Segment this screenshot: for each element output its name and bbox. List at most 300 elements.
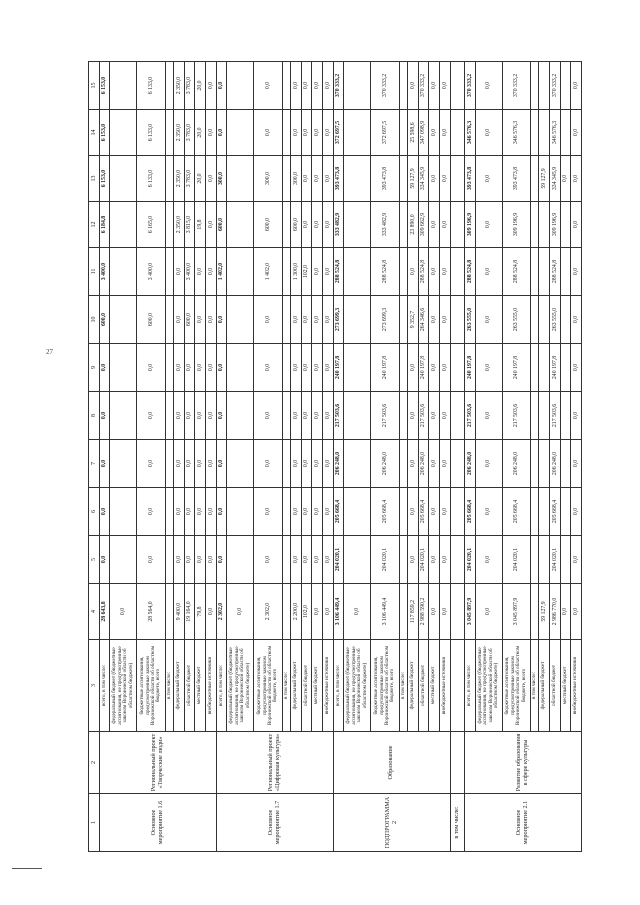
value-cell: 0,0 xyxy=(560,156,571,202)
value-cell: 393 473,8 xyxy=(333,156,344,202)
value-cell: 0,0 xyxy=(206,296,217,344)
funding-source-cell: федеральный бюджет (бюджетные ассигнования, не предусмотренные законом Воронежской области об областном бюджете) xyxy=(110,640,137,732)
value-cell: 0,0 xyxy=(312,62,323,110)
table-body xyxy=(89,62,582,852)
value-cell xyxy=(450,202,464,248)
header-cell: 15 xyxy=(89,62,100,110)
header-cell: 12 xyxy=(89,202,100,248)
value-cell xyxy=(539,488,550,536)
value-cell xyxy=(399,392,407,440)
value-cell xyxy=(530,344,538,392)
value-cell: 0,0 xyxy=(254,62,282,110)
value-cell: 59 127,9 xyxy=(408,156,419,202)
value-cell: 205 668,4 xyxy=(418,488,429,536)
value-cell: 204 020,1 xyxy=(549,536,560,584)
value-cell xyxy=(165,488,173,536)
table-row xyxy=(216,62,227,852)
value-cell: 205 668,4 xyxy=(549,488,560,536)
funding-source-cell: внебюджетные источники xyxy=(440,640,451,732)
value-cell: 0,0 xyxy=(323,156,334,202)
value-cell: 217 503,6 xyxy=(371,392,399,440)
value-cell: 0,0 xyxy=(323,296,334,344)
value-cell xyxy=(110,248,137,296)
value-cell xyxy=(560,344,571,392)
value-cell: 19 164,0 xyxy=(184,584,195,640)
value-cell: 2 350,0 xyxy=(174,110,185,156)
value-cell: 0,0 xyxy=(184,488,195,536)
value-cell xyxy=(344,344,371,392)
value-cell xyxy=(450,156,464,202)
value-cell xyxy=(344,110,371,156)
value-cell xyxy=(399,110,407,156)
header-cell: 9 xyxy=(89,344,100,392)
funding-source-cell: федеральный бюджет xyxy=(539,640,550,732)
table-row xyxy=(464,62,475,852)
value-cell xyxy=(560,392,571,440)
value-cell: 0,0 xyxy=(174,344,185,392)
value-cell xyxy=(165,296,173,344)
value-cell: 240 197,8 xyxy=(371,344,399,392)
footnote-rule xyxy=(12,868,42,869)
value-cell xyxy=(560,62,571,110)
funding-source-cell: в том числе: xyxy=(530,640,538,732)
value-cell: 393 473,8 xyxy=(502,156,530,202)
value-cell: 0,0 xyxy=(312,584,323,640)
value-cell: 309 196,9 xyxy=(464,202,475,248)
value-cell: 2 988 590,2 xyxy=(418,584,429,640)
value-cell xyxy=(399,584,407,640)
value-cell xyxy=(344,440,371,488)
value-cell xyxy=(560,296,571,344)
value-cell: 370 333,2 xyxy=(333,62,344,110)
value-cell: 9 400,0 xyxy=(174,584,185,640)
value-cell: 0,0 xyxy=(291,296,302,344)
value-cell xyxy=(227,536,254,584)
value-cell: 0,0 xyxy=(174,296,185,344)
value-cell: 0,0 xyxy=(301,110,312,156)
value-cell: 264 346,6 xyxy=(418,296,429,344)
value-cell xyxy=(110,488,137,536)
value-cell: 6 165,0 xyxy=(137,202,165,248)
item-title-cell: Региональный проект «Цифровая культура» xyxy=(216,732,333,794)
value-cell: 0,0 xyxy=(291,392,302,440)
value-cell: 0,0 xyxy=(475,392,502,440)
value-cell: 393 473,8 xyxy=(464,156,475,202)
funding-source-cell: областной бюджет xyxy=(184,640,195,732)
value-cell xyxy=(450,62,464,110)
value-cell: 0,0 xyxy=(216,296,227,344)
value-cell xyxy=(165,536,173,584)
value-cell xyxy=(539,248,550,296)
value-cell: 6 153,0 xyxy=(99,156,110,202)
header-cell: 6 xyxy=(89,488,100,536)
value-cell: 0,0 xyxy=(408,392,419,440)
value-cell xyxy=(344,536,371,584)
value-cell xyxy=(450,248,464,296)
value-cell: 3 106 449,4 xyxy=(333,584,344,640)
value-cell: 0,0 xyxy=(440,62,451,110)
value-cell: 0,0 xyxy=(323,248,334,296)
value-cell: 0,0 xyxy=(571,392,582,440)
value-cell xyxy=(560,488,571,536)
value-cell: 600,0 xyxy=(291,202,302,248)
value-cell: 0,0 xyxy=(571,296,582,344)
value-cell: 0,0 xyxy=(323,488,334,536)
value-cell xyxy=(450,110,464,156)
item-number-cell: ПОДПРОГРАММА 2 xyxy=(333,794,450,852)
value-cell xyxy=(530,584,538,640)
value-cell: 0,0 xyxy=(301,440,312,488)
value-cell: 0,0 xyxy=(440,248,451,296)
funding-source-cell: федеральный бюджет (бюджетные ассигнования, не предусмотренные законом Воронежской области об областном бюджете) xyxy=(475,640,502,732)
value-cell xyxy=(282,62,290,110)
table-row xyxy=(99,62,110,852)
value-cell: 0,0 xyxy=(195,440,206,488)
value-cell: 25 598,6 xyxy=(408,110,419,156)
value-cell xyxy=(399,62,407,110)
header-cell: 14 xyxy=(89,110,100,156)
value-cell: 334 345,9 xyxy=(549,156,560,202)
value-cell: 0,0 xyxy=(312,536,323,584)
value-cell: 0,0 xyxy=(301,488,312,536)
value-cell: 0,0 xyxy=(206,440,217,488)
value-cell xyxy=(539,392,550,440)
value-cell xyxy=(165,392,173,440)
value-cell: 0,0 xyxy=(440,110,451,156)
value-cell xyxy=(530,156,538,202)
funding-source-cell: внебюджетные источники xyxy=(571,640,582,732)
value-cell: 3 106 449,4 xyxy=(371,584,399,640)
funding-source-cell: областной бюджет xyxy=(301,640,312,732)
funding-source-cell: бюджетные ассигнования, предусмотренные законом Воронежской области об областном бюджете, всего xyxy=(502,640,530,732)
value-cell xyxy=(165,440,173,488)
value-cell: 0,0 xyxy=(571,440,582,488)
value-cell xyxy=(539,536,550,584)
value-cell xyxy=(450,392,464,440)
value-cell: 0,0 xyxy=(291,440,302,488)
value-cell: 0,0 xyxy=(195,296,206,344)
value-cell xyxy=(110,202,137,248)
value-cell: 204 020,1 xyxy=(371,536,399,584)
value-cell: 0,0 xyxy=(137,488,165,536)
value-cell: 0,0 xyxy=(571,156,582,202)
funding-source-cell: в том числе: xyxy=(399,640,407,732)
value-cell: 0,0 xyxy=(440,488,451,536)
value-cell: 204 020,1 xyxy=(464,536,475,584)
value-cell xyxy=(282,536,290,584)
value-cell: 0,0 xyxy=(571,110,582,156)
table-row xyxy=(333,62,344,852)
value-cell: 0,0 xyxy=(475,202,502,248)
value-cell: 0,0 xyxy=(408,248,419,296)
funding-source-cell: областной бюджет xyxy=(418,640,429,732)
value-cell: 0,0 xyxy=(408,488,419,536)
value-cell: 117 859,2 xyxy=(408,584,419,640)
value-cell: 2 986 770,0 xyxy=(549,584,560,640)
table-row xyxy=(450,62,464,852)
value-cell: 0,0 xyxy=(216,392,227,440)
value-cell: 0,0 xyxy=(312,344,323,392)
value-cell: 0,0 xyxy=(254,536,282,584)
value-cell: 2 200,0 xyxy=(291,584,302,640)
value-cell: 1 402,0 xyxy=(216,248,227,296)
value-cell: 0,0 xyxy=(206,202,217,248)
value-cell: 0,0 xyxy=(184,536,195,584)
value-cell xyxy=(399,536,407,584)
value-cell: 0,0 xyxy=(429,110,440,156)
value-cell: 309 196,9 xyxy=(502,202,530,248)
value-cell: 0,0 xyxy=(344,584,371,640)
value-cell xyxy=(165,344,173,392)
value-cell: 102,0 xyxy=(301,248,312,296)
value-cell: 0,0 xyxy=(254,440,282,488)
value-cell: 0,0 xyxy=(254,110,282,156)
value-cell: 0,0 xyxy=(475,440,502,488)
value-cell: 20,0 xyxy=(195,110,206,156)
funding-source-cell: местный бюджет xyxy=(195,640,206,732)
value-cell: 0,0 xyxy=(475,296,502,344)
funding-source-cell: федеральный бюджет (бюджетные ассигнования, не предусмотренные законом Воронежской области об областном бюджете) xyxy=(344,640,371,732)
value-cell: 300,0 xyxy=(291,156,302,202)
value-cell: 370 333,2 xyxy=(464,62,475,110)
table-container xyxy=(88,62,582,852)
value-cell: 205 668,4 xyxy=(371,488,399,536)
value-cell: 6 153,0 xyxy=(99,62,110,110)
value-cell xyxy=(539,202,550,248)
value-cell xyxy=(282,392,290,440)
value-cell: 59 127,9 xyxy=(539,584,550,640)
value-cell: 600,0 xyxy=(137,296,165,344)
value-cell: 0,0 xyxy=(110,584,137,640)
value-cell: 0,0 xyxy=(440,296,451,344)
funding-source-cell: внебюджетные источники xyxy=(206,640,217,732)
value-cell: 0,0 xyxy=(99,536,110,584)
value-cell: 240 197,8 xyxy=(549,344,560,392)
value-cell: 0,0 xyxy=(323,202,334,248)
value-cell xyxy=(282,248,290,296)
value-cell: 0,0 xyxy=(429,248,440,296)
value-cell: 0,0 xyxy=(571,202,582,248)
value-cell xyxy=(110,392,137,440)
value-cell: 0,0 xyxy=(312,202,323,248)
value-cell: 0,0 xyxy=(99,440,110,488)
value-cell xyxy=(530,62,538,110)
item-number-cell: Основное мероприятие 2.1 xyxy=(464,794,581,852)
value-cell xyxy=(110,156,137,202)
value-cell: 0,0 xyxy=(429,62,440,110)
value-cell: 0,0 xyxy=(475,344,502,392)
value-cell xyxy=(539,296,550,344)
value-cell: 370 333,2 xyxy=(371,62,399,110)
value-cell xyxy=(227,248,254,296)
value-cell: 288 524,8 xyxy=(333,248,344,296)
value-cell: 393 473,8 xyxy=(371,156,399,202)
value-cell: 0,0 xyxy=(312,248,323,296)
value-cell: 217 503,6 xyxy=(502,392,530,440)
value-cell: 0,0 xyxy=(571,488,582,536)
value-cell: 3 783,0 xyxy=(184,156,195,202)
value-cell: 3 400,0 xyxy=(184,248,195,296)
value-cell: 0,0 xyxy=(195,248,206,296)
value-cell: 0,0 xyxy=(291,110,302,156)
item-number-cell: Основное мероприятие 1.6 xyxy=(99,794,216,852)
value-cell xyxy=(399,488,407,536)
item-title-cell xyxy=(450,732,464,794)
value-cell: 6 133,0 xyxy=(137,156,165,202)
item-title-cell: Образование xyxy=(333,732,450,794)
funding-source-cell: местный бюджет xyxy=(429,640,440,732)
value-cell: 370 333,2 xyxy=(502,62,530,110)
value-cell xyxy=(165,156,173,202)
funding-source-cell: всего, в том числе: xyxy=(333,640,344,732)
value-cell: 0,0 xyxy=(475,248,502,296)
value-cell: 0,0 xyxy=(429,202,440,248)
value-cell: 240 197,8 xyxy=(502,344,530,392)
value-cell: 217 503,6 xyxy=(418,392,429,440)
value-cell: 334 345,9 xyxy=(418,156,429,202)
funding-source-cell xyxy=(450,640,464,732)
value-cell: 0,0 xyxy=(440,392,451,440)
header-cell: 5 xyxy=(89,536,100,584)
value-cell xyxy=(560,248,571,296)
funding-source-cell: в том числе: xyxy=(282,640,290,732)
value-cell xyxy=(450,440,464,488)
value-cell: 0,0 xyxy=(429,488,440,536)
value-cell: 1 300,0 xyxy=(291,248,302,296)
value-cell: 0,0 xyxy=(174,536,185,584)
value-cell: 0,0 xyxy=(137,392,165,440)
value-cell xyxy=(227,392,254,440)
value-cell: 0,0 xyxy=(408,536,419,584)
funding-source-cell: федеральный бюджет (бюджетные ассигнования, не предусмотренные законом Воронежской области об областном бюджете) xyxy=(227,640,254,732)
value-cell: 0,0 xyxy=(174,248,185,296)
value-cell: 0,0 xyxy=(312,440,323,488)
value-cell: 0,0 xyxy=(408,344,419,392)
value-cell: 0,0 xyxy=(571,344,582,392)
value-cell: 0,0 xyxy=(254,344,282,392)
value-cell: 206 248,0 xyxy=(549,440,560,488)
value-cell: 0,0 xyxy=(301,536,312,584)
value-cell xyxy=(450,296,464,344)
value-cell xyxy=(227,488,254,536)
value-cell: 19,8 xyxy=(195,202,206,248)
value-cell: 600,0 xyxy=(184,296,195,344)
value-cell: 0,0 xyxy=(475,62,502,110)
value-cell: 0,0 xyxy=(195,344,206,392)
value-cell: 0,0 xyxy=(301,62,312,110)
value-cell: 206 248,0 xyxy=(333,440,344,488)
value-cell: 0,0 xyxy=(301,202,312,248)
header-cell: 11 xyxy=(89,248,100,296)
value-cell: 300,0 xyxy=(216,156,227,202)
value-cell: 2 350,0 xyxy=(174,202,185,248)
value-cell: 205 668,4 xyxy=(464,488,475,536)
value-cell xyxy=(450,584,464,640)
value-cell: 0,0 xyxy=(206,584,217,640)
value-cell: 217 503,6 xyxy=(549,392,560,440)
value-cell: 273 699,3 xyxy=(371,296,399,344)
value-cell: 0,0 xyxy=(254,488,282,536)
value-cell: 0,0 xyxy=(429,296,440,344)
value-cell: 0,0 xyxy=(99,392,110,440)
funding-source-cell: всего, в том числе: xyxy=(99,640,110,732)
value-cell: 0,0 xyxy=(301,344,312,392)
value-cell: 102,0 xyxy=(301,584,312,640)
value-cell xyxy=(282,296,290,344)
value-cell xyxy=(344,296,371,344)
value-cell: 205 668,4 xyxy=(333,488,344,536)
value-cell xyxy=(344,62,371,110)
value-cell: 20,0 xyxy=(195,62,206,110)
value-cell: 0,0 xyxy=(184,344,195,392)
value-cell: 0,0 xyxy=(137,440,165,488)
value-cell xyxy=(530,248,538,296)
value-cell: 0,0 xyxy=(227,584,254,640)
value-cell: 300,0 xyxy=(254,156,282,202)
value-cell: 0,0 xyxy=(99,488,110,536)
value-cell xyxy=(282,344,290,392)
value-cell: 347 098,9 xyxy=(418,110,429,156)
value-cell: 288 524,8 xyxy=(418,248,429,296)
value-cell: 372 697,5 xyxy=(333,110,344,156)
value-cell xyxy=(530,392,538,440)
value-cell: 3 045 897,9 xyxy=(502,584,530,640)
value-cell xyxy=(165,584,173,640)
value-cell: 0,0 xyxy=(440,584,451,640)
value-cell: 0,0 xyxy=(195,488,206,536)
value-cell: 20,0 xyxy=(195,156,206,202)
value-cell xyxy=(282,110,290,156)
item-title-cell: Развитие образования в сфере культуры xyxy=(464,732,581,794)
value-cell xyxy=(539,110,550,156)
value-cell: 370 333,2 xyxy=(418,62,429,110)
value-cell: 0,0 xyxy=(206,248,217,296)
value-cell xyxy=(539,344,550,392)
value-cell: 0,0 xyxy=(216,62,227,110)
value-cell xyxy=(165,202,173,248)
value-cell xyxy=(530,202,538,248)
value-cell xyxy=(399,156,407,202)
value-cell xyxy=(560,536,571,584)
value-cell: 0,0 xyxy=(323,392,334,440)
value-cell: 0,0 xyxy=(137,536,165,584)
value-cell: 346 576,3 xyxy=(502,110,530,156)
value-cell: 288 524,8 xyxy=(464,248,475,296)
value-cell xyxy=(399,296,407,344)
value-cell: 0,0 xyxy=(301,296,312,344)
value-cell: 0,0 xyxy=(206,392,217,440)
value-cell xyxy=(450,488,464,536)
value-cell xyxy=(450,536,464,584)
value-cell: 0,0 xyxy=(312,296,323,344)
value-cell: 2 302,0 xyxy=(216,584,227,640)
funding-source-cell: бюджетные ассигнования, предусмотренные законом Воронежской области об областном бюджете, всего xyxy=(371,640,399,732)
value-cell xyxy=(282,440,290,488)
value-cell: 79,8 xyxy=(195,584,206,640)
value-cell: 0,0 xyxy=(174,488,185,536)
value-cell: 3 400,0 xyxy=(99,248,110,296)
header-cell: 7 xyxy=(89,440,100,488)
value-cell xyxy=(227,110,254,156)
value-cell: 0,0 xyxy=(440,344,451,392)
value-cell: 240 197,8 xyxy=(333,344,344,392)
value-cell xyxy=(560,110,571,156)
value-cell xyxy=(399,202,407,248)
value-cell: 0,0 xyxy=(323,110,334,156)
value-cell xyxy=(344,392,371,440)
header-cell: 10 xyxy=(89,296,100,344)
budget-table xyxy=(88,61,582,852)
